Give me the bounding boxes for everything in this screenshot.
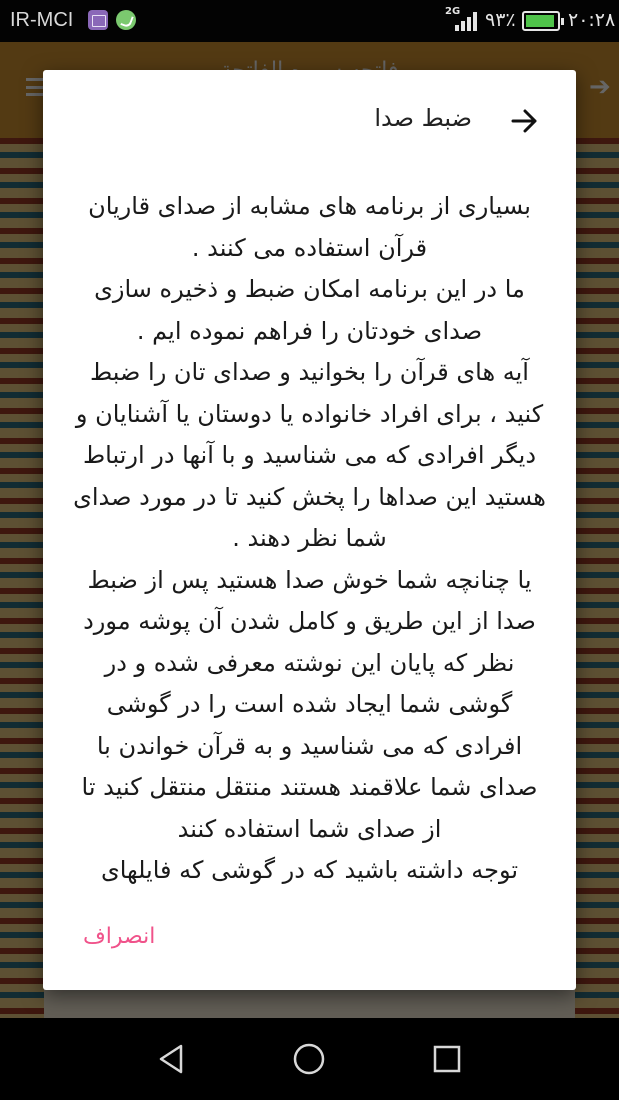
whatsapp-icon — [116, 10, 136, 30]
home-icon[interactable] — [292, 1042, 326, 1076]
dialog-body[interactable] — [73, 186, 546, 894]
recent-apps-icon[interactable] — [430, 1042, 464, 1076]
dialog-header — [43, 70, 576, 170]
battery-charging-icon — [522, 11, 560, 31]
status-bar — [0, 0, 619, 42]
signal-icon — [455, 11, 481, 31]
voice-recording-dialog — [43, 70, 576, 990]
clock: ۲۰:۲۸ — [568, 9, 616, 31]
cancel-button[interactable]: انصراف — [83, 924, 156, 949]
back-icon[interactable] — [155, 1042, 189, 1076]
dialog-title: ضبط صدا — [374, 104, 472, 132]
navigation-bar — [0, 1018, 619, 1100]
arrow-right-icon[interactable] — [510, 106, 540, 136]
carrier-name: IR-MCI — [10, 9, 74, 31]
dialog-message: بسیاری از برنامه های مشابه از صدای قاریان قرآن استفاده می کنند . ما در این برنامه امکان ضبط و ذخیره سازی صدای خودتان را فراهم نموده ایم . آیه های قرآن را بخوانید و صدای تان را ضبط کنید ، برای افراد خانواده یا دوستان یا آشنایان و دیگر افرادی که می شناسید و با آنها در ارتباط هستید این صداها را پخش کنید تا در مورد صدای شما نظر دهند . یا چنانچه شما خوش صدا هستید پس از ضبط صدا از این طریق و کامل شدن آن پوشه مورد نظر که پایان این نوشته معرفی شده و در گوشی شما ایجاد شده است را در گوشی افرادی که می شناسید و به قرآن خواندن با صدای شما علاقمند هستند منتقل منتقل کنید تا از صدای شما استفاده کنند توجه داشته باشید که در گوشی که فایلهای — [73, 192, 546, 884]
battery-percent: ۹۳٪ — [485, 9, 516, 31]
gallery-notification-icon — [88, 10, 108, 30]
dialog-actions — [43, 894, 576, 990]
network-type: 2G — [445, 6, 461, 17]
battery-level-fill — [526, 15, 554, 27]
